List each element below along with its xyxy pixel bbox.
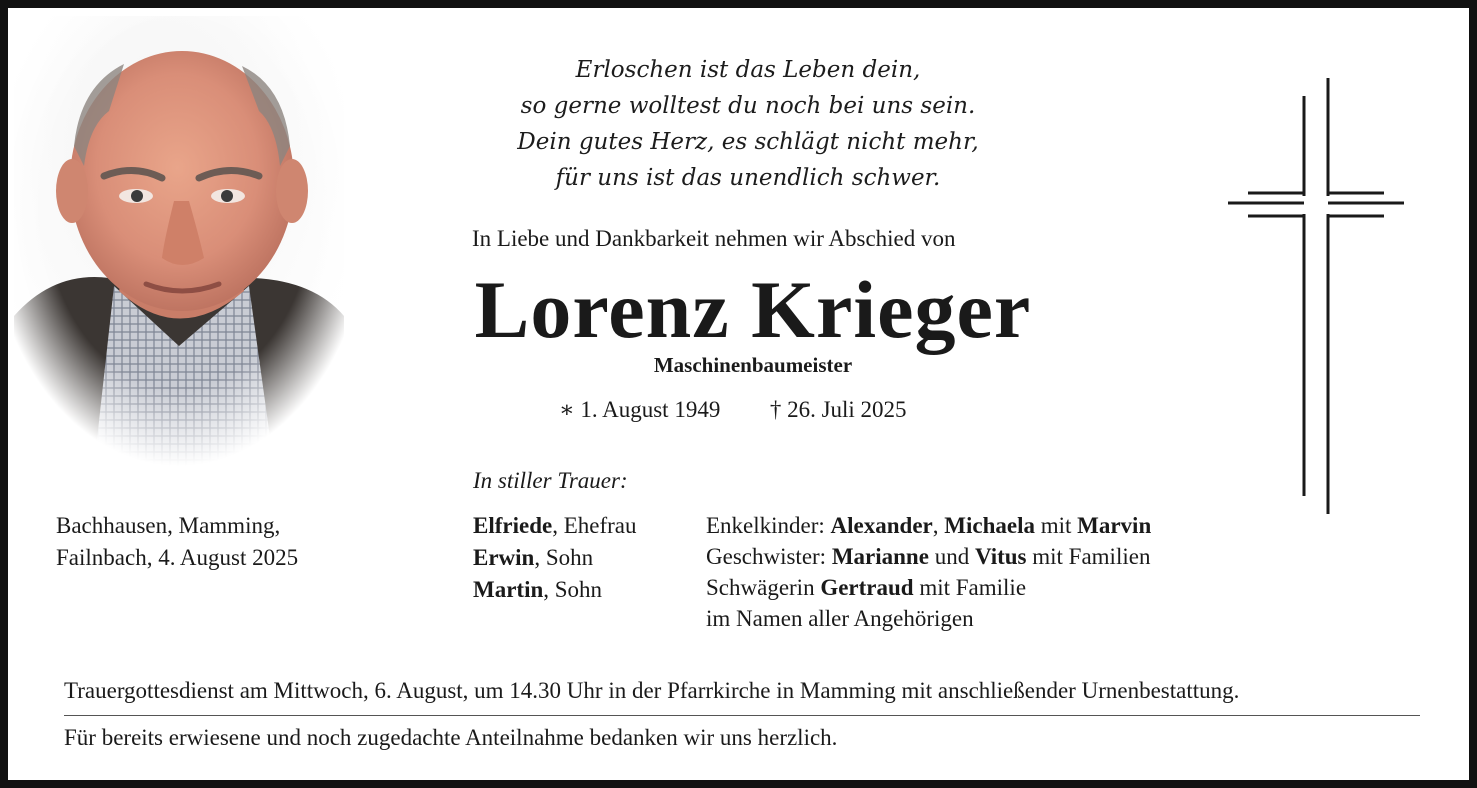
funeral-service: Trauergottesdienst am Mittwoch, 6. August, um 14.30 Uhr in der Pfarrkirche in Mamming mit anschließender Urnenbestattung. bbox=[64, 678, 1240, 703]
sister-in-law-name: Gertraud bbox=[820, 575, 914, 600]
grandchild-name: Marvin bbox=[1077, 513, 1152, 538]
connector: mit bbox=[1034, 513, 1078, 538]
deceased-name: Lorenz Krieger bbox=[474, 264, 1032, 355]
farewell-intro: In Liebe und Dankbarkeit nehmen wir Abschied von bbox=[472, 226, 956, 251]
verse-line: so gerne wolltest du noch bei uns sein. bbox=[520, 93, 976, 119]
sister-in-law-label: Schwägerin bbox=[706, 575, 821, 600]
family-member-name: Erwin bbox=[473, 545, 535, 570]
immediate-family bbox=[473, 510, 637, 606]
life-dates bbox=[559, 397, 907, 423]
verse-line: Erloschen ist das Leben dein, bbox=[575, 57, 921, 83]
place-line: Bachhausen, Mamming, bbox=[56, 513, 281, 538]
sister-in-law-suffix: mit Familie bbox=[913, 575, 1027, 600]
grandchildren-line bbox=[706, 510, 1151, 541]
all-relatives-line: im Namen aller Angehörigen bbox=[706, 606, 974, 631]
sibling-name: Marianne bbox=[831, 544, 929, 569]
connector: und bbox=[928, 544, 975, 569]
grandchild-name: Alexander bbox=[830, 513, 933, 538]
family-member bbox=[473, 510, 637, 542]
family-member-role: , Ehefrau bbox=[552, 513, 637, 538]
place-line: Failnbach, 4. August 2025 bbox=[56, 545, 299, 570]
divider bbox=[64, 715, 1420, 716]
verse-line: Dein gutes Herz, es schlägt nicht mehr, bbox=[517, 129, 979, 155]
deceased-profession: Maschinenbaumeister bbox=[653, 353, 853, 377]
family-member-name: Elfriede bbox=[473, 513, 553, 538]
grandchildren-label: Enkelkinder: bbox=[706, 513, 831, 538]
verse-line: für uns ist das unendlich schwer. bbox=[555, 165, 941, 191]
family-member-role: , Sohn bbox=[534, 545, 594, 570]
death-date: † 26. Juli 2025 bbox=[769, 397, 907, 422]
portrait-photo bbox=[14, 16, 344, 466]
grandchild-name: Michaela bbox=[944, 513, 1035, 538]
separator: , bbox=[932, 513, 945, 538]
sister-in-law-line bbox=[706, 572, 1151, 603]
sibling-name: Vitus bbox=[974, 544, 1027, 569]
siblings-label: Geschwister: bbox=[706, 544, 832, 569]
family-member-name: Martin bbox=[473, 577, 544, 602]
memorial-verse bbox=[458, 52, 1038, 196]
relatives bbox=[706, 510, 1151, 634]
family-member-role: , Sohn bbox=[543, 577, 603, 602]
cross-icon bbox=[1226, 76, 1406, 516]
siblings-suffix: mit Familien bbox=[1026, 544, 1151, 569]
mourning-heading: In stiller Trauer: bbox=[473, 468, 628, 493]
siblings-line bbox=[706, 541, 1151, 572]
family-member bbox=[473, 574, 637, 606]
thanks-note: Für bereits erwiesene und noch zugedachte Anteilnahme bedanken wir uns herzlich. bbox=[64, 725, 838, 750]
place-date bbox=[56, 510, 298, 574]
family-member bbox=[473, 542, 637, 574]
birth-date: ∗ 1. August 1949 bbox=[559, 397, 721, 422]
